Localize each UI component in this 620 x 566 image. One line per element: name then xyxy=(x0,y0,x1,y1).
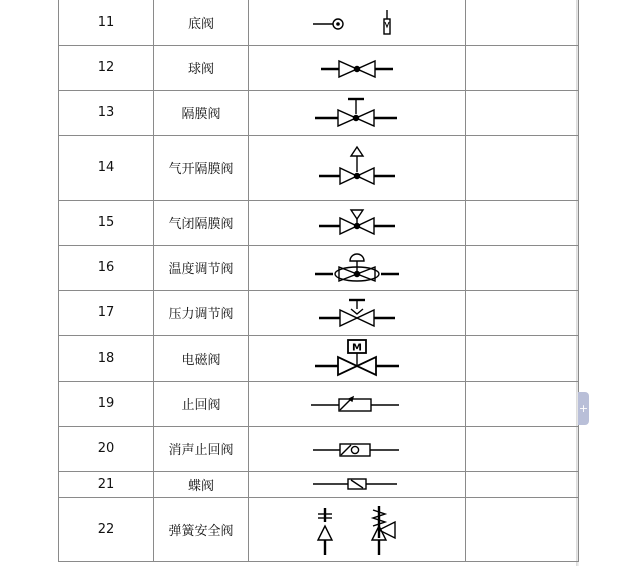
temperature-control-valve-icon xyxy=(307,249,407,287)
symbol-cell xyxy=(249,0,466,45)
valve-name: 消声止回阀 xyxy=(154,426,249,471)
diaphragm-valve-icon xyxy=(307,95,407,131)
row-number: 15 xyxy=(59,200,154,245)
valve-name: 电磁阀 xyxy=(154,335,249,381)
symbol-cell xyxy=(249,471,466,497)
row-number: 16 xyxy=(59,245,154,290)
remark-cell xyxy=(466,290,579,335)
expand-side-tab[interactable] xyxy=(578,392,589,425)
remark-cell xyxy=(466,335,579,381)
valve-name: 气闭隔膜阀 xyxy=(154,200,249,245)
valve-name: 弹簧安全阀 xyxy=(154,497,249,561)
symbol-cell xyxy=(249,45,466,90)
valve-name: 气开隔膜阀 xyxy=(154,135,249,200)
table-row xyxy=(59,135,579,200)
symbol-cell xyxy=(249,245,466,290)
row-number: 17 xyxy=(59,290,154,335)
valve-symbol-table xyxy=(58,0,579,562)
remark-cell xyxy=(466,426,579,471)
row-number: 22 xyxy=(59,497,154,561)
symbol-cell xyxy=(249,426,466,471)
row-number: 19 xyxy=(59,381,154,426)
valve-name: 止回阀 xyxy=(154,381,249,426)
butterfly-valve-icon xyxy=(307,474,407,494)
remark-cell xyxy=(466,90,579,135)
table-row xyxy=(59,0,579,45)
table-row xyxy=(59,45,579,90)
silent-check-valve-icon xyxy=(307,436,407,462)
remark-cell xyxy=(466,497,579,561)
remark-cell xyxy=(466,471,579,497)
air-open-diaphragm-valve-icon xyxy=(307,145,407,191)
valve-name: 压力调节阀 xyxy=(154,290,249,335)
row-number: 12 xyxy=(59,45,154,90)
symbol-cell xyxy=(249,497,466,561)
valve-name: 隔膜阀 xyxy=(154,90,249,135)
table-row xyxy=(59,200,579,245)
symbol-cell xyxy=(249,200,466,245)
valve-name: 温度调节阀 xyxy=(154,245,249,290)
row-number: 21 xyxy=(59,471,154,497)
valve-name: 蝶阀 xyxy=(154,471,249,497)
remark-cell xyxy=(466,200,579,245)
table-row xyxy=(59,426,579,471)
remark-cell xyxy=(466,245,579,290)
symbol-cell xyxy=(249,290,466,335)
remark-cell xyxy=(466,381,579,426)
row-number: 14 xyxy=(59,135,154,200)
valve-name: 球阀 xyxy=(154,45,249,90)
row-number: 11 xyxy=(59,0,154,45)
ball-valve-icon xyxy=(307,53,407,83)
plus-icon: + xyxy=(578,402,589,415)
spring-safety-valve-icon xyxy=(307,500,407,558)
remark-cell xyxy=(466,0,579,45)
table-row xyxy=(59,381,579,426)
table-row xyxy=(59,497,579,561)
valve-name: 底阀 xyxy=(154,0,249,45)
table-row xyxy=(59,290,579,335)
table-row xyxy=(59,335,579,381)
row-number: 18 xyxy=(59,335,154,381)
row-number: 20 xyxy=(59,426,154,471)
remark-cell xyxy=(466,45,579,90)
pressure-control-valve-icon xyxy=(307,296,407,330)
row-number: 13 xyxy=(59,90,154,135)
check-valve-icon xyxy=(307,391,407,417)
table-row xyxy=(59,245,579,290)
remark-cell xyxy=(466,135,579,200)
svg-text:M: M xyxy=(352,342,362,354)
symbol-cell xyxy=(249,90,466,135)
symbol-cell xyxy=(249,381,466,426)
solenoid-valve-icon xyxy=(307,338,407,378)
table-row xyxy=(59,471,579,497)
air-close-diaphragm-valve-icon xyxy=(307,207,407,239)
symbol-cell xyxy=(249,335,466,381)
table-row xyxy=(59,90,579,135)
symbol-cell xyxy=(249,135,466,200)
foot-valve-icon xyxy=(307,5,407,39)
